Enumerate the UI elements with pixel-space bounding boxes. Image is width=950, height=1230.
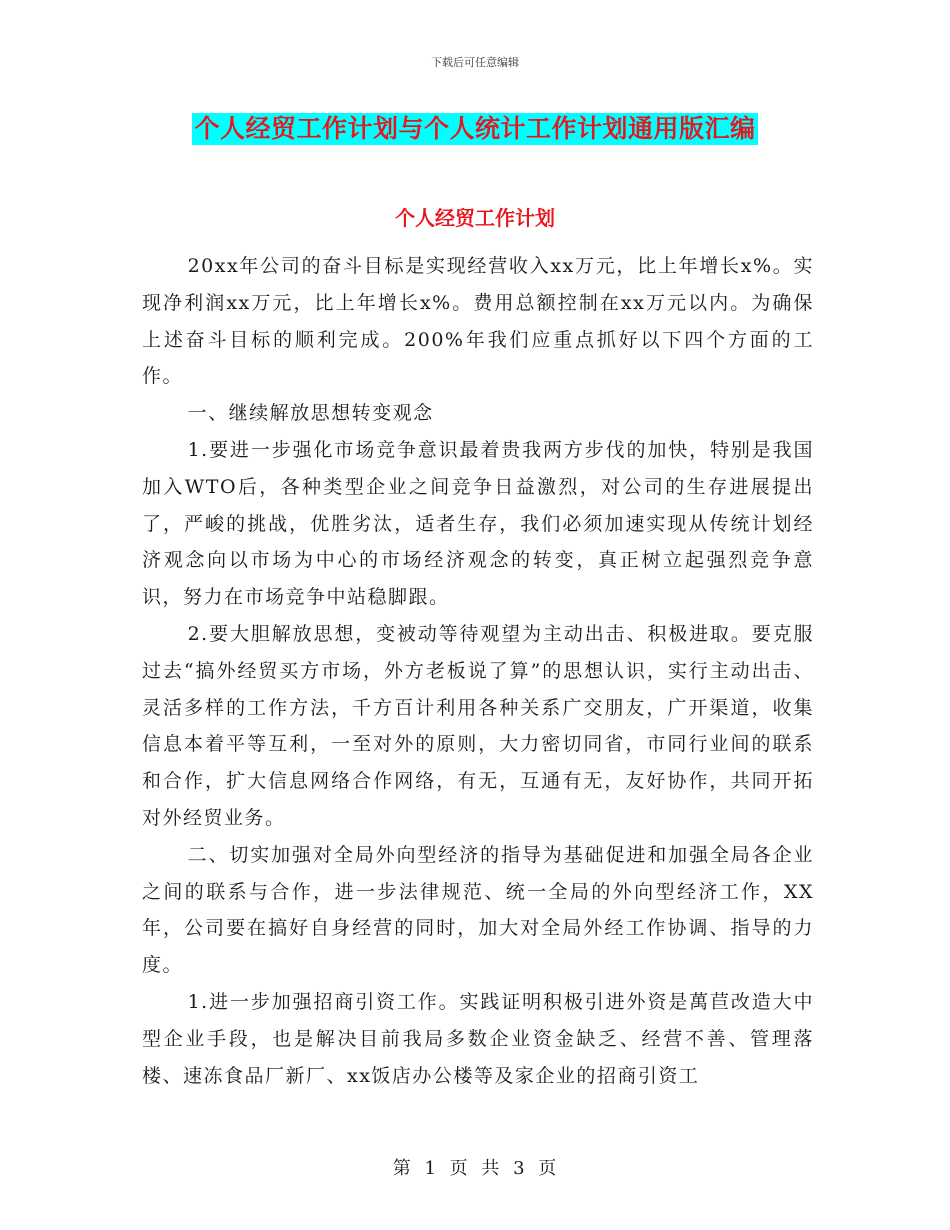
page-number-total: 3 bbox=[513, 1158, 526, 1179]
document-body bbox=[142, 248, 814, 1094]
footer-prefix: 第 bbox=[392, 1158, 412, 1179]
page-footer bbox=[0, 1154, 950, 1180]
footer-mid2: 共 bbox=[481, 1158, 501, 1179]
header-note: 下载后可任意编辑 bbox=[431, 56, 519, 69]
paragraph: 2.要大胆解放思想，变被动等待观望为主动出击、积极进取。要克服过去“搞外经贸买方市场，外方老板说了算”的思想认识，实行主动出击、灵活多样的工作方法，千方百计利用各种关系广交朋友，广开渠道，收集信息本着平等互利，一至对外的原则，大力密切同省，市同行业间的联系和合作，扩大信息网络合作网络，有无，互通有无，友好协作，共同开拓对外经贸业务。 bbox=[142, 622, 814, 829]
document-main-title bbox=[0, 113, 950, 145]
footer-mid1: 页 bbox=[449, 1158, 469, 1179]
paragraph: 20xx年公司的奋斗目标是实现经营收入xx万元，比上年增长x%。实现净利润xx万元，比上年增长x%。费用总额控制在xx万元以内。为确保上述奋斗目标的顺利完成。200%年我们应重点抓好以下四个方面的工作。 bbox=[142, 255, 814, 388]
paragraph: 二、切实加强对全局外向型经济的指导为基础促进和加强全局各企业之间的联系与合作，进一步法律规范、统一全局的外向型经济工作，XX年，公司要在搞好自身经营的同时，加大对全局外经工作协调、指导的力度。 bbox=[142, 843, 814, 977]
paragraph: 一、继续解放思想转变观念 bbox=[187, 402, 434, 425]
paragraph: 1.要进一步强化市场竞争意识最着贵我两方步伐的加快，特别是我国加入WTO后，各种类型企业之间竞争日益激烈，对公司的生存进展提出了，严峻的挑战，优胜劣汰，适者生存，我们必须加速实现从传统计划经济观念向以市场为中心的市场经济观念的转变，真正树立起强烈竞争意识，努力在市场竞争中站稳脚跟。 bbox=[142, 438, 814, 609]
page-number-current: 1 bbox=[424, 1158, 437, 1179]
footer-suffix: 页 bbox=[538, 1158, 558, 1179]
main-title-text: 个人经贸工作计划与个人统计工作计划通用版汇编 bbox=[194, 114, 756, 143]
section-title: 个人经贸工作计划 bbox=[395, 206, 555, 230]
paragraph: 1.进一步加强招商引资工作。实践证明积极引进外资是萬苣改造大中型企业手段，也是解决目前我局多数企业资金缺乏、经营不善、管理落楼、速冻食品厂新厂、xx饭店办公楼等及家企业的招商引资工 bbox=[142, 990, 814, 1087]
